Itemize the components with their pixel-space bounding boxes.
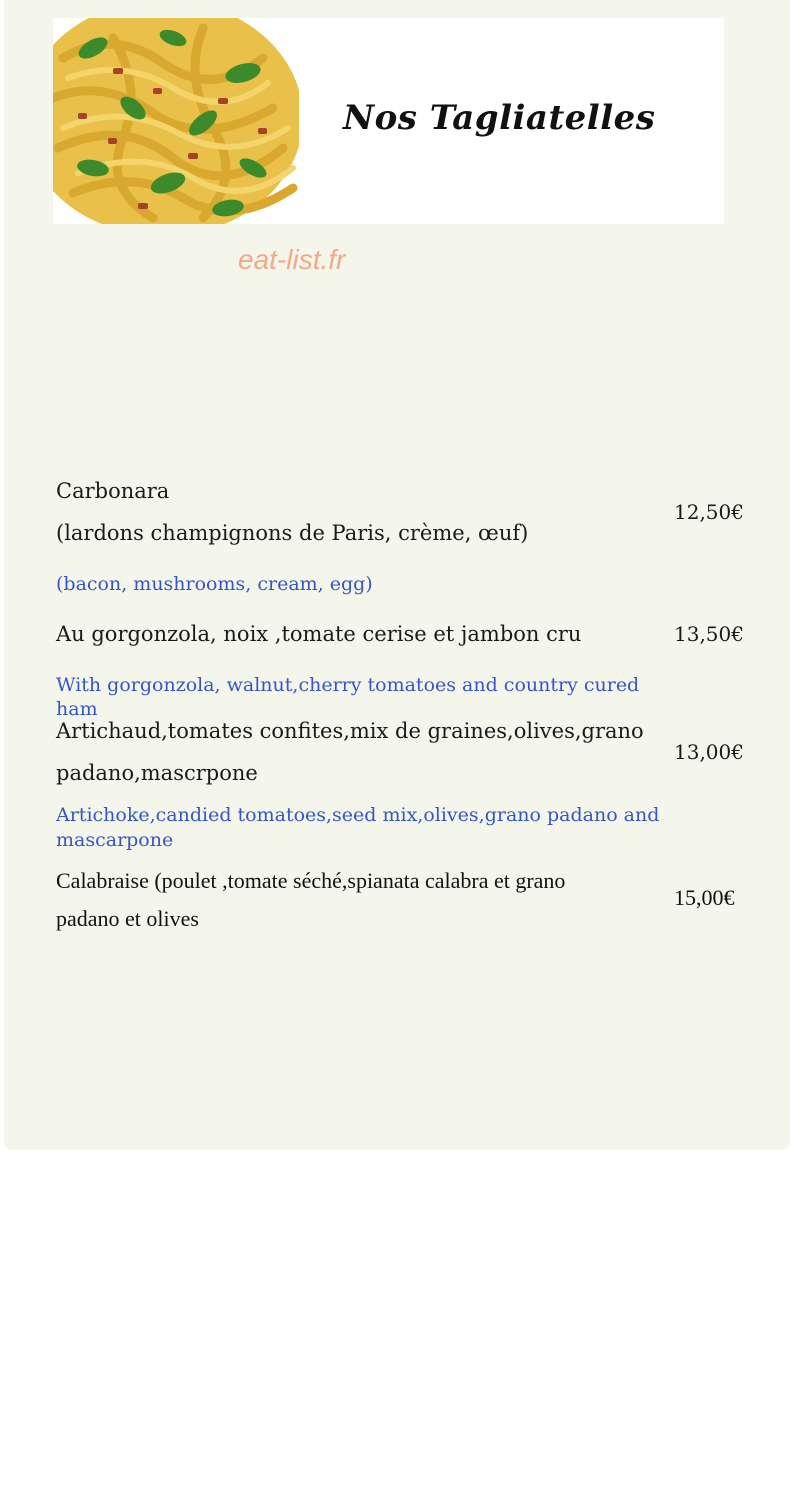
watermark-text: eat-list.fr — [238, 244, 346, 275]
menu-item-translation-line1: Artichoke,candied tomatoes,seed mix,olives,grano padano and — [56, 804, 660, 826]
menu-item-name: Au gorgonzola, noix ,tomate cerise et jambon cru — [56, 622, 582, 646]
menu-item-description: (lardons champignons de Paris, crème, œuf) — [56, 521, 529, 545]
menu-item-name-line1: Artichaud,tomates confites,mix de graines,olives,grano — [56, 719, 644, 743]
menu-item-name-line2: padano et olives — [56, 906, 199, 931]
menu-item-price: 13,00€ — [674, 740, 744, 764]
menu-item-price: 13,50€ — [674, 622, 744, 646]
menu-item-name-line1: Calabraise (poulet ,tomate séché,spianata calabra et grano — [56, 868, 566, 893]
menu-item-translation-line2: mascarpone — [56, 829, 174, 851]
tagliatelle-photo — [53, 18, 299, 224]
menu-item-translation: (bacon, mushrooms, cream, egg) — [56, 573, 373, 595]
menu-item-name-line2: padano,mascrpone — [56, 761, 258, 785]
menu-banner — [53, 18, 724, 224]
page-title: Nos Tagliatelles — [343, 98, 656, 138]
menu-card — [4, 0, 790, 1150]
menu-item-price: 15,00€ — [674, 885, 735, 910]
menu-item-name: Carbonara — [56, 479, 170, 503]
menu-item-translation: With gorgonzola, walnut,cherry tomatoes and country cured ham — [56, 674, 640, 720]
menu-item-price: 12,50€ — [674, 500, 744, 524]
